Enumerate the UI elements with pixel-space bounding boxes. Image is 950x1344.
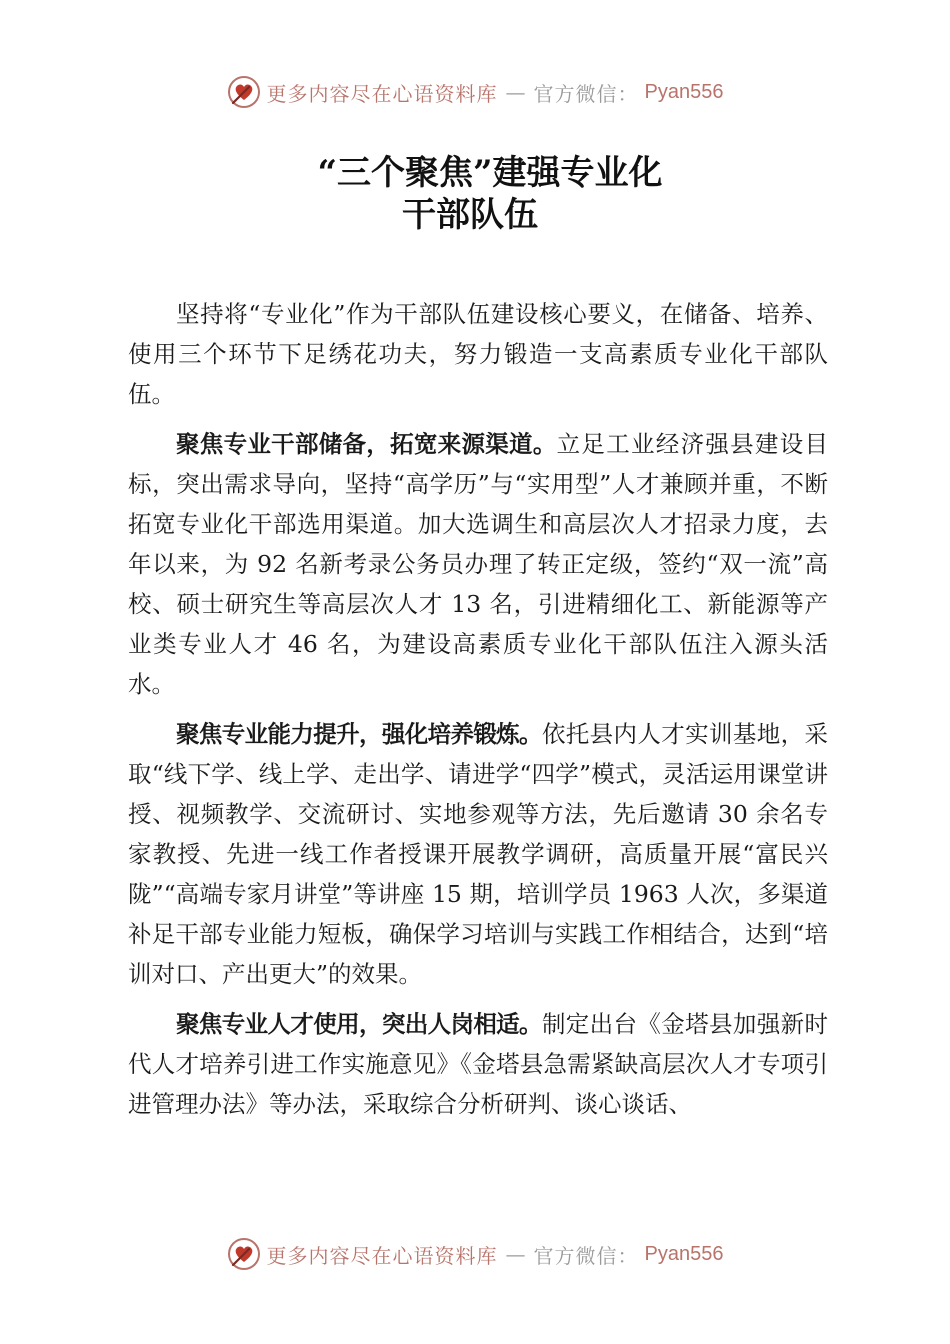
- heart-pen-logo-icon: [227, 1237, 261, 1271]
- title-line-2: 干部队伍: [402, 195, 538, 235]
- heart-pen-logo-icon: [227, 75, 261, 109]
- watermark-wechat-id: Pyan556: [644, 80, 724, 103]
- paragraph-talent-use: [128, 1004, 828, 1124]
- watermark-wechat-label: 官方微信：: [533, 81, 639, 106]
- paragraph-lead: 聚焦专业人才使用，突出人岗相适。: [176, 1010, 542, 1038]
- watermark-wechat-id: Pyan556: [644, 1242, 724, 1265]
- footer-watermark: [0, 1232, 950, 1276]
- paragraph-text: 立足工业经济强县建设目标，突出需求导向，坚持“高学历”与“实用型”人才兼顾并重，不断拓宽专业化干部选用渠道。加大选调生和高层次人才招录力度，去年以来，为 92 名新考录公务员办理了转正定级，签约“双一流”高校、硕士研究生等高层次人才 13 名，引进精细化工、新能源等产业类专业人才 46 名，为建设高素质专业化干部队伍注入源头活水。: [128, 430, 829, 698]
- paragraph-text: 依托县内人才实训基地，采取“线下学、线上学、走出学、请进学“四学”模式，灵活运用课堂讲授、视频教学、交流研讨、实地参观等方法，先后邀请 30 余名专家教授、先进一线工作者授课开展教学调研，高质量开展“富民兴陇”“高端专家月讲堂”等讲座 15 期，培训学员 1963 人次，多渠道补足干部专业能力短板，确保学习培训与实践工作相结合，达到“培训对口、产出更大”的效果。: [128, 720, 829, 988]
- paragraph-intro: [128, 294, 828, 414]
- paragraph-cadre-reserve: [128, 424, 828, 704]
- paragraph-text: 坚持将“专业化”作为干部队伍建设核心要义，在储备、培养、使用三个环节下足绣花功夫，努力锻造一支高素质专业化干部队伍。: [128, 300, 828, 408]
- paragraph-ability-training: [128, 714, 828, 994]
- watermark-separator: —: [505, 1242, 526, 1266]
- paragraph-lead: 聚焦专业能力提升，强化培养锻炼。: [176, 720, 542, 748]
- document-title: [0, 152, 950, 236]
- paragraph-text: 制定出台《金塔县加强新时代人才培养引进工作实施意见》《金塔县急需紧缺高层次人才专项引进管理办法》等办法，采取综合分析研判、谈心谈话、: [128, 1010, 829, 1118]
- header-watermark: [0, 70, 950, 114]
- watermark-site-text: 更多内容尽在心语资料库: [266, 81, 498, 106]
- paragraph-lead: 聚焦专业干部储备，拓宽来源渠道。: [176, 430, 557, 458]
- watermark-site-text: 更多内容尽在心语资料库: [266, 1243, 498, 1268]
- watermark-wechat-label: 官方微信：: [533, 1243, 639, 1268]
- document-body: [128, 294, 828, 1134]
- watermark-separator: —: [505, 80, 526, 104]
- title-line-1: “三个聚焦”建强专业化: [317, 153, 663, 193]
